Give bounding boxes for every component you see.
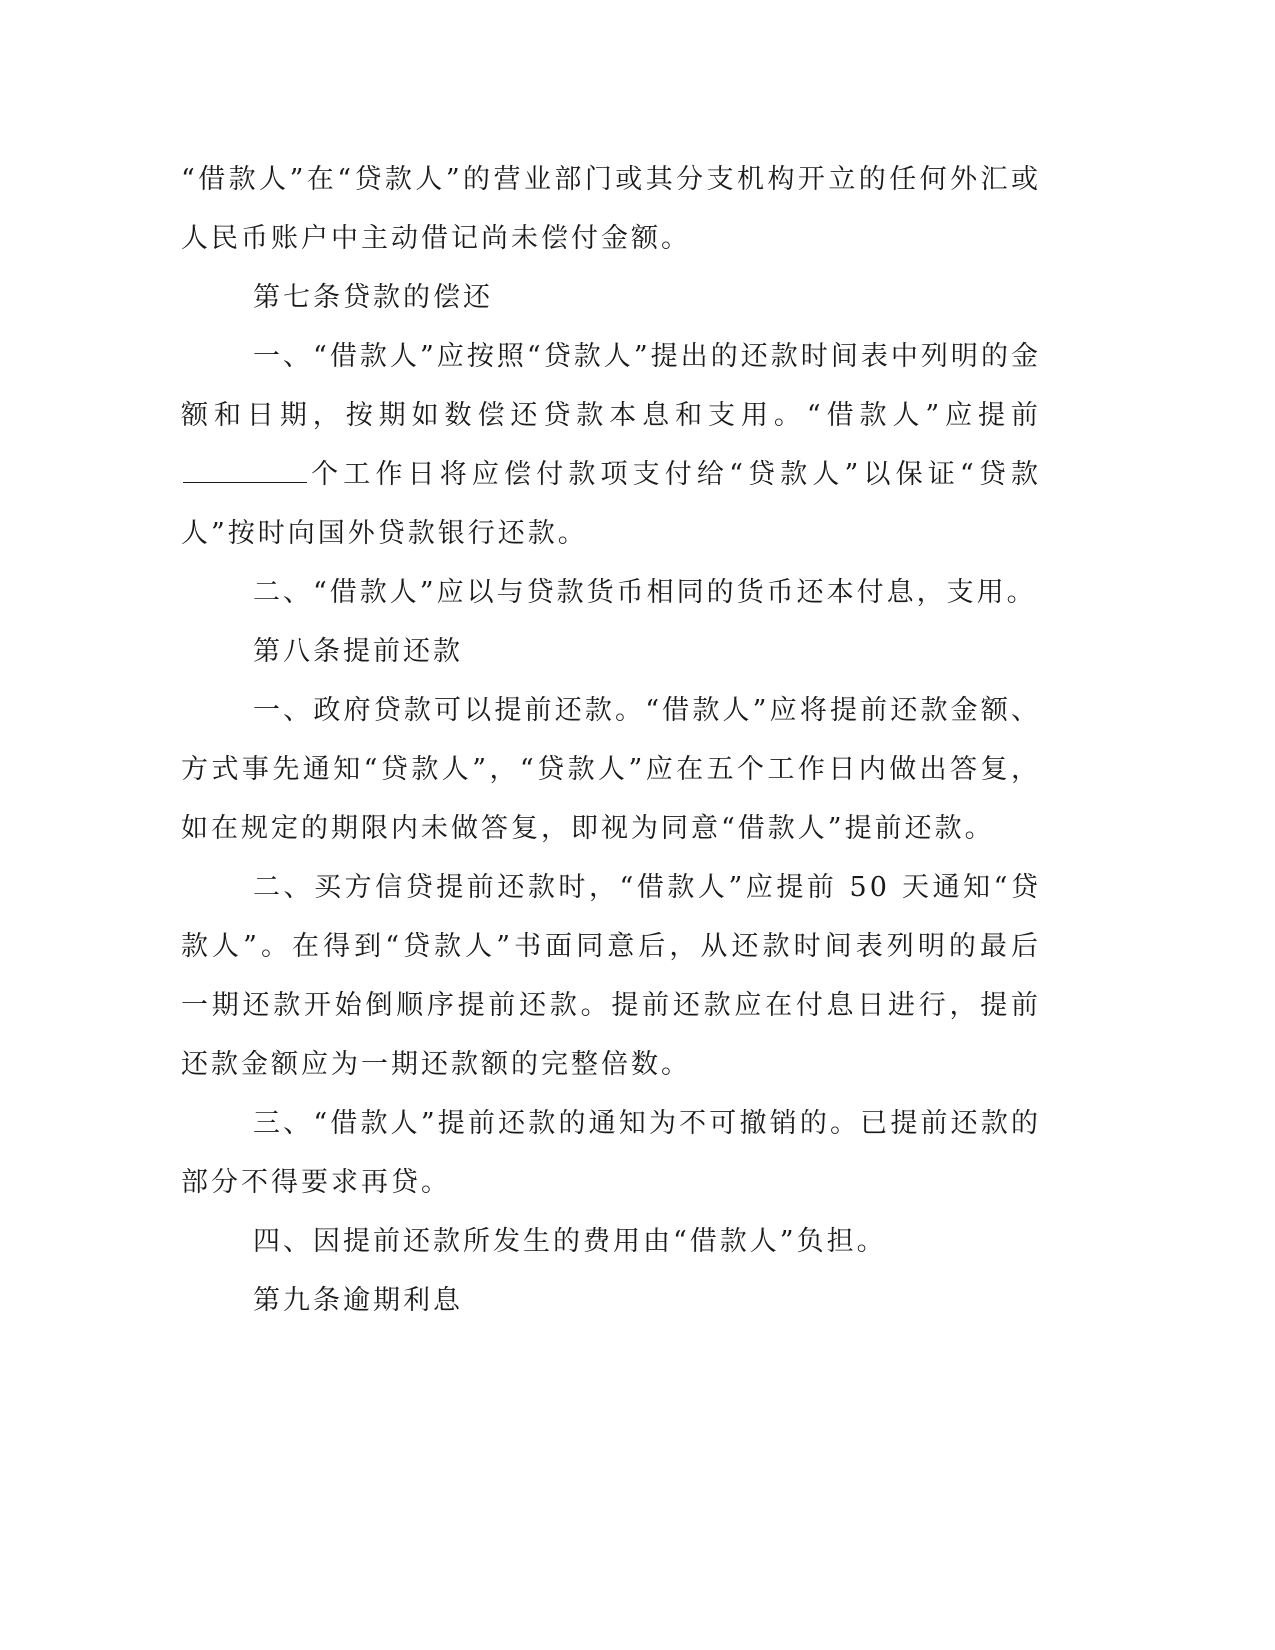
article-8-heading: 第八条提前还款: [253, 636, 463, 667]
article-9-heading: 第九条逾期利息: [253, 1285, 463, 1316]
article-8-clause-1: 一、政府贷款可以提前还款。“借款人”应将提前还款金额、方式事先通知“贷款人”，“贷款人”应在五个工作日内做出答复，如在规定的期限内未做答复，即视为同意“借款人”提前还款。: [181, 695, 1041, 844]
article-8-clause-4: 四、因提前还款所发生的费用由“借款人”负担。: [253, 1226, 887, 1257]
fill-in-blank: [183, 452, 307, 483]
article-7-heading: 第七条贷款的偿还: [253, 282, 493, 313]
article-7-clause-1: [181, 327, 1041, 563]
article-8-clause-2: 二、买方信贷提前还款时，“借款人”应提前 50 天通知“贷款人”。在得到“贷款人”书面同意后，从还款时间表列明的最后一期还款开始倒顺序提前还款。提前还款应在付息日进行，提前还款金额应为一期还款额的完整倍数。: [181, 872, 1041, 1080]
clause-text-part-1: 一、“借款人”应按照“贷款人”提出的还款时间表中列明的金额和日期，按期如数偿还贷款本息和支用。“借款人”应提前: [181, 341, 1041, 431]
article-8-clause-3: 三、“借款人”提前还款的通知为不可撤销的。已提前还款的部分不得要求再贷。: [181, 1108, 1041, 1198]
clause-text-part-2: 个工作日将应偿付款项支付给“贷款人”以保证“贷款人”按时向国外贷款银行还款。: [181, 459, 1041, 549]
paragraph-continuation: “借款人”在“贷款人”的营业部门或其分支机构开立的任何外汇或人民币账户中主动借记尚未偿付金额。: [181, 164, 1041, 254]
article-7-clause-2: 二、“借款人”应以与贷款货币相同的货币还本付息，支用。: [253, 577, 1037, 608]
document-body: [181, 150, 1041, 1330]
